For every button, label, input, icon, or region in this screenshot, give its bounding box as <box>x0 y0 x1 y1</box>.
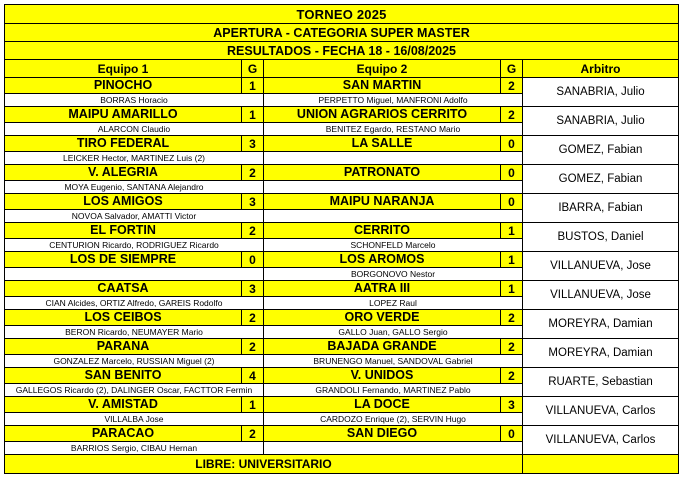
referee-name: MOREYRA, Damian <box>523 339 679 368</box>
header-team1: Equipo 1 <box>5 60 242 78</box>
team1-scorers: BERON Ricardo, NEUMAYER Mario <box>5 326 264 339</box>
libre-empty-cell <box>523 455 679 474</box>
team1-name: MAIPU AMARILLO <box>5 107 242 123</box>
referee-name: GOMEZ, Fabian <box>523 136 679 165</box>
table-row <box>5 368 679 384</box>
team1-goals: 2 <box>242 165 264 181</box>
team1-name: TIRO FEDERAL <box>5 136 242 152</box>
team2-goals: 0 <box>501 165 523 181</box>
referee-name: MOREYRA, Damian <box>523 310 679 339</box>
tournament-subtitle: APERTURA - CATEGORIA SUPER MASTER <box>5 24 679 42</box>
team1-goals: 2 <box>242 310 264 326</box>
team2-goals: 0 <box>501 136 523 152</box>
team1-goals: 1 <box>242 107 264 123</box>
team2-scorers: GRANDOLI Fernando, MARTINEZ Pablo <box>264 384 523 397</box>
header-team2: Equipo 2 <box>264 60 501 78</box>
referee-name: SANABRIA, Julio <box>523 107 679 136</box>
referee-name: IBARRA, Fabian <box>523 194 679 223</box>
team2-name: ORO VERDE <box>264 310 501 326</box>
referee-name: VILLANUEVA, Carlos <box>523 426 679 455</box>
results-table <box>4 4 679 474</box>
team1-name: LOS CEIBOS <box>5 310 242 326</box>
table-row <box>5 310 679 326</box>
team2-goals: 0 <box>501 426 523 442</box>
team2-scorers: PERPETTO Miguel, MANFRONI Adolfo <box>264 94 523 107</box>
header-goals1: G <box>242 60 264 78</box>
referee-name: VILLANUEVA, Jose <box>523 281 679 310</box>
team2-scorers <box>264 442 523 455</box>
table-row <box>5 252 679 268</box>
team1-name: PARACAO <box>5 426 242 442</box>
results-date-row <box>5 42 679 60</box>
team1-goals: 1 <box>242 78 264 94</box>
libre-row <box>5 455 679 474</box>
team2-scorers <box>264 152 523 165</box>
table-row <box>5 397 679 413</box>
referee-name: VILLANUEVA, Jose <box>523 252 679 281</box>
team2-name: MAIPU NARANJA <box>264 194 501 210</box>
team1-scorers: LEICKER Hector, MARTINEZ Luis (2) <box>5 152 264 165</box>
team2-name: V. UNIDOS <box>264 368 501 384</box>
team2-goals: 1 <box>501 252 523 268</box>
team2-name: UNION AGRARIOS CERRITO <box>264 107 501 123</box>
team2-scorers: SCHONFELD Marcelo <box>264 239 523 252</box>
referee-name: SANABRIA, Julio <box>523 78 679 107</box>
tournament-title-row <box>5 5 679 24</box>
team2-goals: 2 <box>501 78 523 94</box>
team2-name: LA SALLE <box>264 136 501 152</box>
header-goals2: G <box>501 60 523 78</box>
team2-name: LOS AROMOS <box>264 252 501 268</box>
team1-scorers: MOYA Eugenio, SANTANA Alejandro <box>5 181 264 194</box>
team2-name: CERRITO <box>264 223 501 239</box>
tournament-title: TORNEO 2025 <box>5 5 679 24</box>
table-row <box>5 223 679 239</box>
team1-goals: 2 <box>242 426 264 442</box>
table-row <box>5 136 679 152</box>
tournament-subtitle-row <box>5 24 679 42</box>
team2-scorers: LOPEZ Raul <box>264 297 523 310</box>
team2-name: SAN MARTIN <box>264 78 501 94</box>
team1-scorers: VILLALBA Jose <box>5 413 264 426</box>
team2-scorers: BRUNENGO Manuel, SANDOVAL Gabriel <box>264 355 523 368</box>
table-row <box>5 426 679 442</box>
team2-name: SAN DIEGO <box>264 426 501 442</box>
team1-scorers: NOVOA Salvador, AMATTI Victor <box>5 210 264 223</box>
team2-scorers: BORGONOVO Nestor <box>264 268 523 281</box>
team1-goals: 4 <box>242 368 264 384</box>
team1-name: CAATSA <box>5 281 242 297</box>
team1-name: V. AMISTAD <box>5 397 242 413</box>
team1-goals: 2 <box>242 339 264 355</box>
team2-scorers <box>264 181 523 194</box>
team1-scorers: GALLEGOS Ricardo (2), DALINGER Oscar, FACTTOR Fermin <box>5 384 264 397</box>
team2-name: AATRA III <box>264 281 501 297</box>
table-row <box>5 281 679 297</box>
team1-scorers: ALARCON Claudio <box>5 123 264 136</box>
team1-scorers: BARRIOS Sergio, CIBAU Hernan <box>5 442 264 455</box>
team1-goals: 3 <box>242 194 264 210</box>
team2-scorers: BENITEZ Egardo, RESTANO Mario <box>264 123 523 136</box>
column-header-row <box>5 60 679 78</box>
team1-name: PINOCHO <box>5 78 242 94</box>
team1-goals: 1 <box>242 397 264 413</box>
team1-scorers: BORRAS Horacio <box>5 94 264 107</box>
referee-name: BUSTOS, Daniel <box>523 223 679 252</box>
team1-name: V. ALEGRIA <box>5 165 242 181</box>
team1-goals: 2 <box>242 223 264 239</box>
team2-goals: 1 <box>501 223 523 239</box>
team1-scorers: GONZALEZ Marcelo, RUSSIAN Miguel (2) <box>5 355 264 368</box>
referee-name: GOMEZ, Fabian <box>523 165 679 194</box>
table-row <box>5 339 679 355</box>
team2-name: LA DOCE <box>264 397 501 413</box>
table-body <box>5 5 679 474</box>
team1-name: LOS DE SIEMPRE <box>5 252 242 268</box>
team1-name: SAN BENITO <box>5 368 242 384</box>
team1-scorers: CIAN Alcides, ORTIZ Alfredo, GAREIS Rodolfo <box>5 297 264 310</box>
team1-goals: 0 <box>242 252 264 268</box>
team1-goals: 3 <box>242 136 264 152</box>
team2-goals: 2 <box>501 368 523 384</box>
team2-goals: 3 <box>501 397 523 413</box>
team2-scorers <box>264 210 523 223</box>
referee-name: RUARTE, Sebastian <box>523 368 679 397</box>
team2-goals: 2 <box>501 310 523 326</box>
team1-name: EL FORTIN <box>5 223 242 239</box>
team1-scorers <box>5 268 264 281</box>
team2-goals: 2 <box>501 339 523 355</box>
team2-goals: 0 <box>501 194 523 210</box>
table-row <box>5 78 679 94</box>
referee-name: VILLANUEVA, Carlos <box>523 397 679 426</box>
team1-name: PARANA <box>5 339 242 355</box>
team2-name: BAJADA GRANDE <box>264 339 501 355</box>
table-row <box>5 165 679 181</box>
table-row <box>5 194 679 210</box>
team1-goals: 3 <box>242 281 264 297</box>
libre-text: LIBRE: UNIVERSITARIO <box>5 455 523 474</box>
team2-goals: 1 <box>501 281 523 297</box>
header-referee: Arbitro <box>523 60 679 78</box>
team2-name: PATRONATO <box>264 165 501 181</box>
results-date: RESULTADOS - FECHA 18 - 16/08/2025 <box>5 42 679 60</box>
team2-scorers: CARDOZO Enrique (2), SERVIN Hugo <box>264 413 523 426</box>
team2-scorers: GALLO Juan, GALLO Sergio <box>264 326 523 339</box>
table-row <box>5 107 679 123</box>
team2-goals: 2 <box>501 107 523 123</box>
team1-scorers: CENTURION Ricardo, RODRIGUEZ Ricardo <box>5 239 264 252</box>
team1-name: LOS AMIGOS <box>5 194 242 210</box>
